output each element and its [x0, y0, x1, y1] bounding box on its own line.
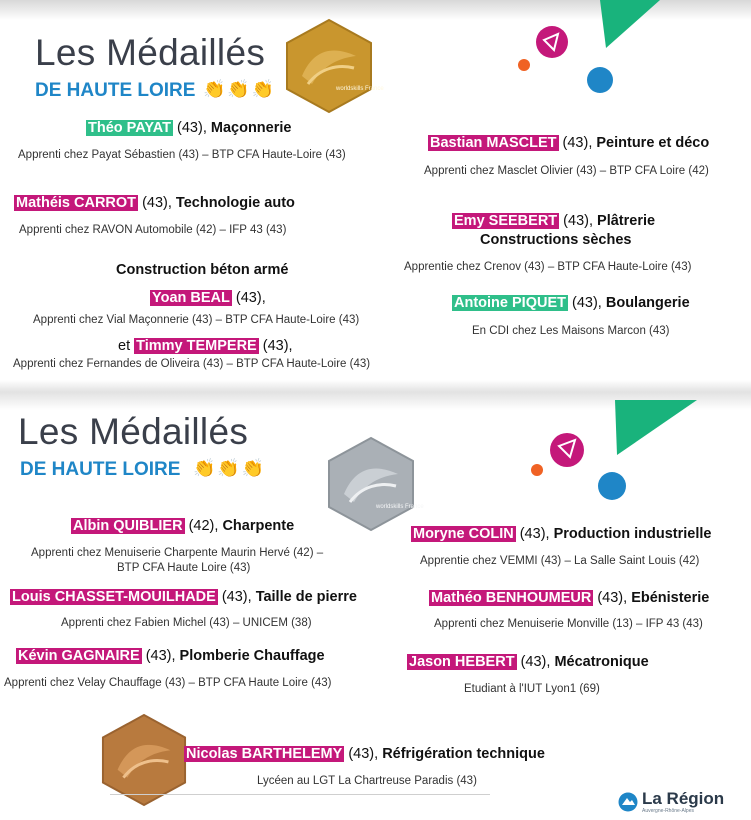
name-highlight: Mathéis CARROT — [16, 195, 137, 211]
name-highlight: Jason HEBERT — [409, 654, 515, 670]
section-2-title: Les Médaillés — [18, 411, 249, 452]
decorative-shapes — [510, 0, 660, 100]
medalist-matheo-benhoumeur: Mathéo BENHOUMEUR (43), Ebénisterie — [431, 590, 710, 606]
medalist-nicolas-barthelemy: Nicolas BARTHELEMY (43), Réfrigération technique — [186, 746, 545, 762]
name-highlight: Emy SEEBERT — [454, 213, 558, 229]
gold-medal-icon — [284, 18, 384, 114]
medalist-detail: Apprenti chez Fabien Michel (43) – UNICEM (38) — [61, 617, 312, 629]
section-1-subtitle: DE HAUTE LOIRE — [35, 80, 196, 101]
silver-medal-text: worldskills France — [376, 504, 424, 510]
medalist-kevin-gagnaire: Kévin GAGNAIRE (43), Plomberie Chauffage — [18, 648, 325, 664]
silver-medal-icon — [326, 436, 424, 532]
medalist-louis-chasset-mouilhade: Louis CHASSET-MOUILHADE (43), Taille de pierre — [12, 589, 357, 605]
medalist-timmy-tempere: et Timmy TEMPERE (43), — [118, 338, 293, 354]
medalist-moryne-colin: Moryne COLIN (43), Production industrielle — [413, 526, 712, 542]
name-highlight: Kévin GAGNAIRE — [18, 648, 140, 664]
name-highlight: Yoan BEAL — [152, 290, 230, 306]
name-highlight: Antoine PIQUET — [454, 295, 566, 311]
footer-divider — [110, 794, 490, 795]
medalist-bastian-masclet: Bastian MASCLET (43), Peinture et déco — [430, 135, 710, 151]
medalist-detail: Apprenti chez Menuiserie Monville (13) – IFP 43 (43) — [434, 618, 703, 630]
name-highlight: Albin QUIBLIER — [73, 518, 183, 534]
region-logo-text: La Région — [642, 789, 725, 808]
medalist-emy-seebert: Emy SEEBERT (43), Plâtrerie — [454, 213, 656, 229]
name-highlight: Louis CHASSET-MOUILHADE — [12, 589, 216, 605]
medalist-detail: Apprenti chez Vial Maçonnerie (43) – BTP CFA Haute-Loire (43) — [33, 314, 360, 326]
clapping-hands-icon: 👏👏👏 — [203, 79, 277, 99]
medalist-antoine-piquet: Antoine PIQUET (43), Boulangerie — [454, 295, 690, 311]
medalist-detail: Apprenti chez Payat Sébastien (43) – BTP CFA Haute-Loire (43) — [18, 149, 346, 161]
clapping-hands-icon: 👏👏👏 — [193, 458, 267, 478]
medalist-detail: Etudiant à l'IUT Lyon1 (69) — [464, 683, 600, 695]
medalist-detail: Apprenti chez Masclet Olivier (43) – BTP CFA Loire (42) — [424, 165, 709, 177]
medalist-detail: Apprenti chez RAVON Automobile (42) – IFP 43 (43) — [19, 224, 287, 236]
gold-medal-text: worldskills France — [336, 86, 384, 92]
medalist-theo-payat: Théo PAYAT (43), Maçonnerie — [88, 120, 292, 136]
medalist-matheis-carrot: Mathéis CARROT (43), Technologie auto — [16, 195, 295, 211]
medalist-detail-2: BTP CFA Haute Loire (43) — [117, 562, 251, 574]
medalist-detail: Apprenti chez Velay Chauffage (43) – BTP CFA Haute Loire (43) — [4, 677, 332, 689]
medalist-detail: Lycéen au LGT La Chartreuse Paradis (43) — [257, 775, 477, 787]
medalist-detail: Apprenti chez Fernandes de Oliveira (43) – BTP CFA Haute-Loire (43) — [13, 358, 371, 370]
medalist-detail: En CDI chez Les Maisons Marcon (43) — [472, 325, 670, 337]
region-logo-subtext: Auvergne-Rhône-Alpes — [642, 808, 694, 814]
name-highlight: Nicolas BARTHELEMY — [186, 746, 343, 762]
decorative-shapes — [525, 400, 705, 505]
medalist-detail: Apprentie chez Crenov (43) – BTP CFA Haute-Loire (43) — [404, 261, 692, 273]
name-highlight: Timmy TEMPERE — [136, 338, 257, 354]
name-highlight: Mathéo BENHOUMEUR — [431, 590, 592, 606]
region-logo-icon — [618, 792, 638, 812]
name-highlight: Théo PAYAT — [88, 120, 171, 136]
section-1-title: Les Médaillés — [35, 32, 266, 73]
la-region-logo — [618, 790, 743, 816]
name-highlight: Moryne COLIN — [413, 526, 514, 542]
medalist-detail: Apprentie chez VEMMI (43) – La Salle Saint Louis (42) — [420, 555, 700, 567]
medalist-jason-hebert: Jason HEBERT (43), Mécatronique — [409, 654, 649, 670]
medalist-yoan-beal: Yoan BEAL (43), — [152, 290, 266, 306]
medalist-albin-quiblier: Albin QUIBLIER (42), Charpente — [73, 518, 295, 534]
trade-heading: Construction béton armé — [116, 262, 289, 278]
medalist-detail: Apprenti chez Menuiserie Charpente Maurin Hervé (42) – — [31, 547, 324, 559]
name-highlight: Bastian MASCLET — [430, 135, 557, 151]
section-2-subtitle: DE HAUTE LOIRE — [20, 459, 181, 480]
trade-continuation: Constructions sèches — [480, 232, 632, 248]
